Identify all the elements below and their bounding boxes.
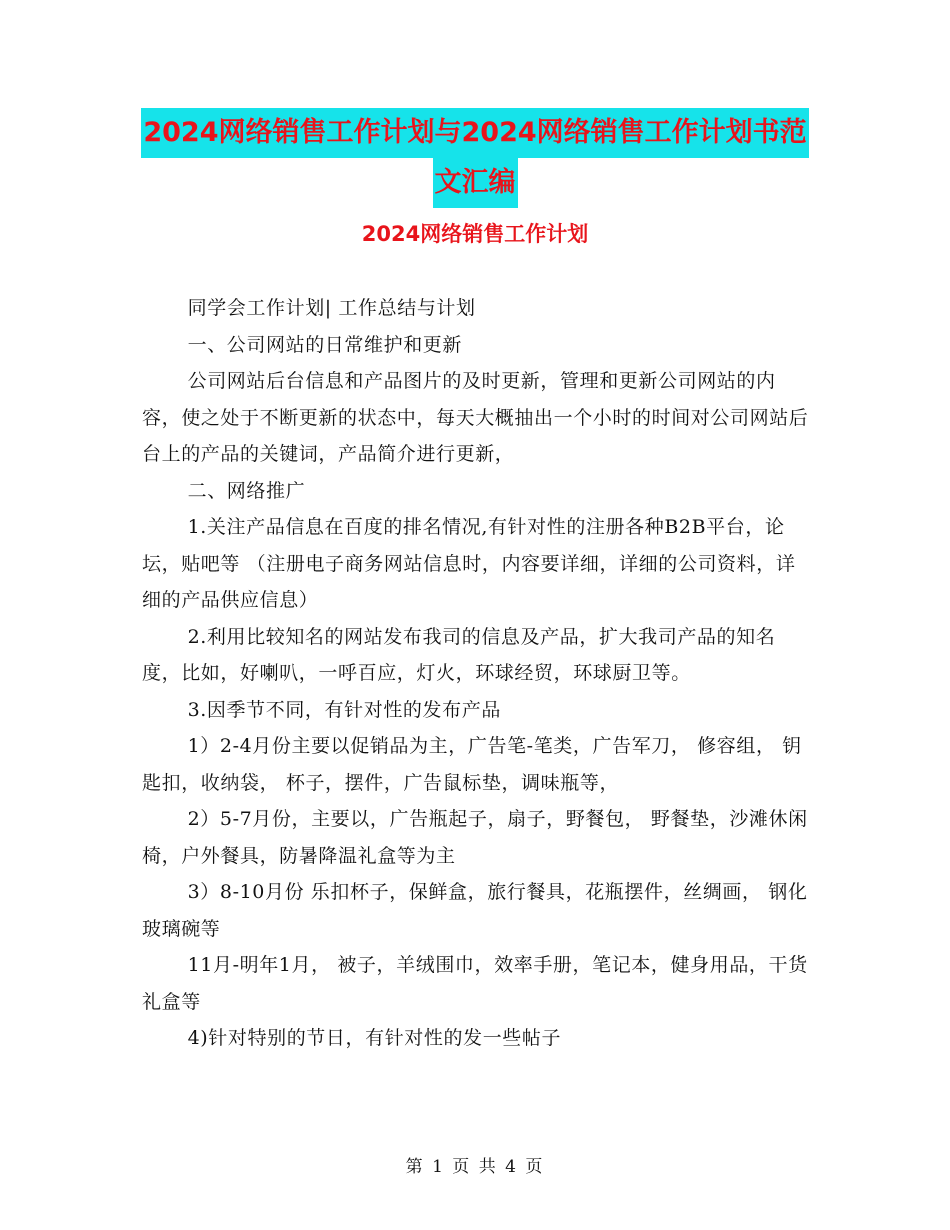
paragraph: 同学会工作计划| 工作总结与计划 [187, 297, 476, 319]
paragraph: 1.关注产品信息在百度的排名情况,有针对性的注册各种B2B平台，论坛，贴吧等 （注册电子商务网站信息时，内容要详细，详细的公司资料，详细的产品供应信息） [142, 516, 796, 611]
paragraph: 一、公司网站的日常维护和更新 [187, 333, 462, 356]
paragraph: 1）2-4月份主要以促销品为主，广告笔-笔类，广告军刀， 修容组， 钥匙扣，收纳袋， 杯子，摆件，广告鼠标垫，调味瓶等， [142, 735, 802, 794]
paragraph: 4)针对特别的节日，有针对性的发一些帖子 [187, 1027, 562, 1049]
paragraph: 3.因季节不同，有针对性的发布产品 [187, 698, 501, 721]
title-line-1: 2024网络销售工作计划与2024网络销售工作计划书范 [141, 108, 808, 158]
paragraph: 二、网络推广 [187, 479, 306, 502]
paragraph: 2.利用比较知名的网站发布我司的信息及产品，扩大我司产品的知名度，比如，好喇叭，一呼百应，灯火，环球经贸，环球厨卫等。 [142, 625, 776, 684]
paragraph: 3）8-10月份 乐扣杯子，保鲜盒，旅行餐具，花瓶摆件，丝绸画， 钢化玻璃碗等 [142, 881, 808, 940]
page-number-footer: 第 1 页 共 4 页 [405, 1157, 545, 1177]
section-subtitle: 2024网络销售工作计划 [361, 222, 589, 246]
document-title [0, 108, 950, 208]
paragraph: 公司网站后台信息和产品图片的及时更新，管理和更新公司网站的内容，使之处于不断更新的状态中，每天大概抽出一个小时的时间对公司网站后台上的产品的关键词，产品简介进行更新， [142, 370, 809, 465]
title-line-2: 文汇编 [433, 158, 518, 208]
document-body [142, 290, 810, 1057]
paragraph: 2）5-7月份，主要以，广告瓶起子，扇子，野餐包， 野餐垫，沙滩休闲椅，户外餐具，防暑降温礼盒等为主 [142, 808, 808, 867]
paragraph: 11月-明年1月， 被子，羊绒围巾，效率手册，笔记本，健身用品，干货礼盒等 [142, 954, 808, 1013]
